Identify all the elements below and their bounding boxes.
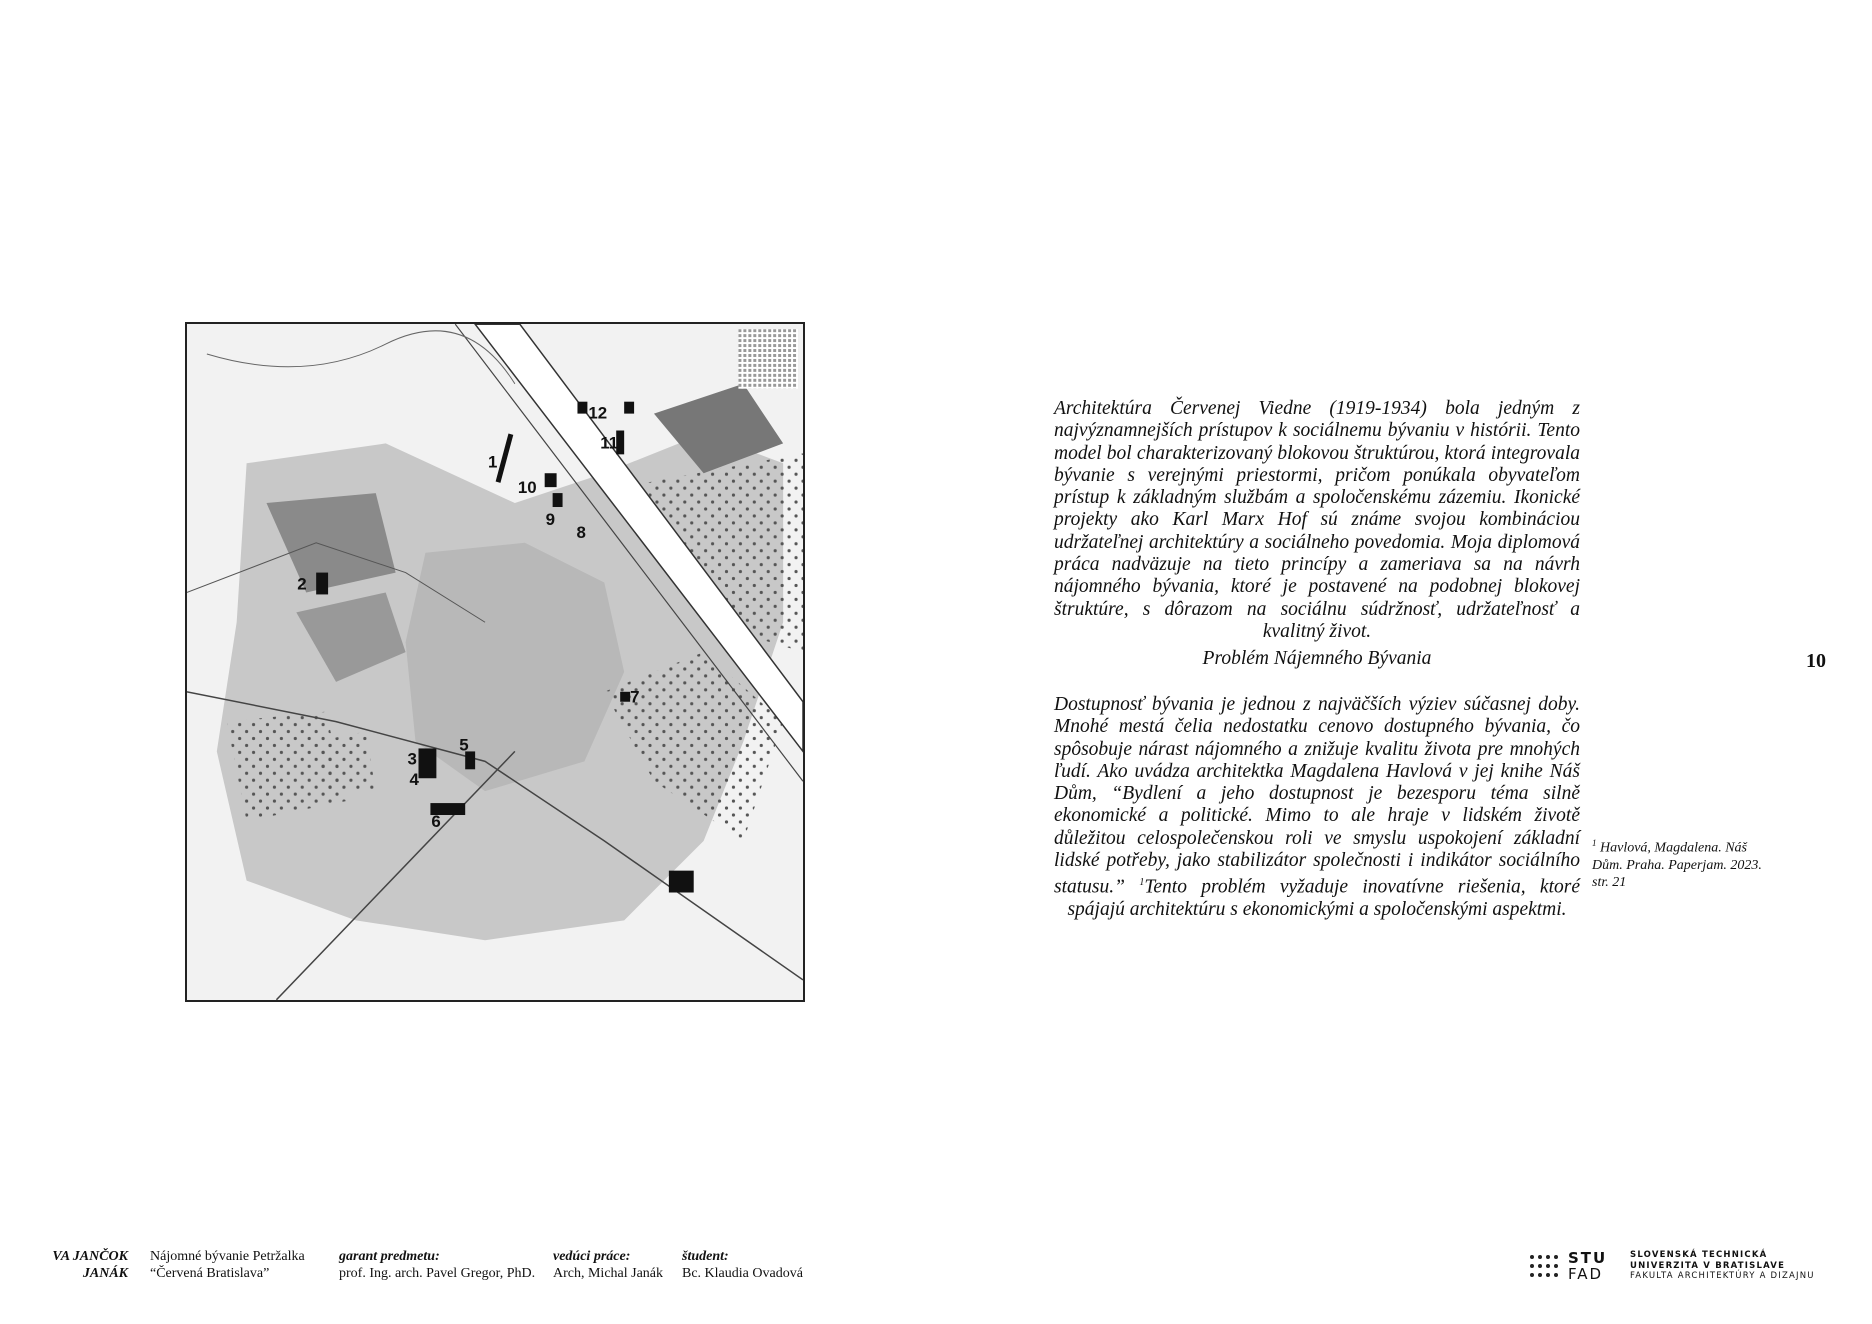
stu-fad-logo (1530, 1250, 1815, 1282)
paragraph-text: Tento problém vyžaduje inovatívne riešenia, ktoré spájajú architektúru s ekonomickými a spoločenskými aspektmi. (1067, 876, 1581, 921)
footer-veduci (553, 1248, 663, 1282)
map-label: 7 (630, 687, 640, 707)
map-label: 4 (409, 770, 419, 790)
paragraph-text: Dostupnosť bývania je jednou z najväčších výziev súčasnej doby. Mnohé mestá čelia nedostatku cenovo dostupného bývania, čo spôsobuje nárast nájomného a znižuje kvalitu života pre mnohých ľudí. Ako uvádza architektka Magdalena Havlová v jej knihe Náš Dům, “Bydlení a jeho dostupnost je bezesporu téma silně ekonomické a politické. Mimo to ale hraje v lidském životě důležitou celospolečenskou roli ve smyslu uspokojení základní lidské potřeby, jako stabilizátor společnosti i indikátor sociálního statusu.” (1054, 694, 1580, 898)
vienna-map-figure (185, 322, 805, 1002)
footer-garant (339, 1248, 535, 1282)
project-line: “Červená Bratislava” (150, 1266, 270, 1281)
logo-fad: FAD (1568, 1265, 1604, 1283)
logo-dots-icon (1530, 1255, 1562, 1277)
footer-studio (46, 1248, 128, 1282)
section-heading: Problém Nájemného Bývania (1202, 648, 1432, 669)
housing-paragraph (1054, 694, 1580, 921)
footnote-number: 1 (1592, 838, 1597, 848)
garant-name: prof. Ing. arch. Pavel Gregor, PhD. (339, 1266, 536, 1281)
map-label: 12 (588, 403, 608, 423)
student-name: Bc. Klaudia Ovadová (682, 1266, 803, 1281)
footnote (1592, 835, 1772, 891)
map-drawing (187, 324, 803, 1000)
studio-line: JANÁK (82, 1266, 128, 1281)
footer-student (682, 1248, 803, 1282)
student-label: študent: (682, 1249, 729, 1264)
page-number: 10 (1806, 650, 1826, 672)
map-label: 1 (488, 452, 498, 472)
map-label: 2 (297, 574, 307, 594)
footnote-text: Havlová, Magdalena. Náš Dům. Praha. Paperjam. 2023. str. 21 (1592, 840, 1762, 890)
garant-label: garant predmetu: (339, 1249, 440, 1264)
map-label: 9 (545, 509, 556, 529)
map-label: 6 (431, 811, 441, 831)
veduci-label: vedúci práce: (553, 1249, 631, 1264)
logo-line: SLOVENSKÁ TECHNICKÁ (1630, 1250, 1768, 1261)
logo-line: UNIVERZITA V BRATISLAVE (1630, 1260, 1786, 1271)
map-label: 8 (576, 522, 586, 542)
map-label: 3 (407, 749, 417, 769)
intro-paragraph: Architektúra Červenej Viedne (1919-1934) bola jedným z najvýznamnejších prístupov k sociálnemu bývaniu v histórii. Tento model bol charakterizovaný blokovou štruktúrou, ktorá integrovala bývanie s verejnými priestormi, pričom ponúkala obyvateľom prístup k základným službám a spoločenskému zázemiu. Ikonické projekty ako Karl Marx Hof sú známe svojou kombináciou udržateľnej architektúry a sociálneho povedomia. Moja diplomová práca nadväzuje na tieto princípy a zameriava sa na návrh nájomného bývania, ktoré je postavené na podobnej blokovej štruktúre, s dôrazom na sociálnu súdržnosť, udržateľnosť a kvalitný život. (1054, 398, 1580, 642)
footnote-ref: 1 (1139, 877, 1145, 889)
map-label: 10 (517, 478, 537, 498)
map-label: 5 (459, 735, 469, 755)
footer-project (150, 1248, 305, 1282)
veduci-name: Arch, Michal Janák (553, 1266, 664, 1281)
logo-line: FAKULTA ARCHITEKTÚRY A DIZAJNU (1630, 1271, 1815, 1282)
project-line: Nájomné bývanie Petržalka (150, 1249, 305, 1264)
logo-stu: STU (1568, 1249, 1608, 1267)
map-label: 11 (600, 433, 619, 453)
studio-line: VA JANČOK (52, 1249, 128, 1264)
